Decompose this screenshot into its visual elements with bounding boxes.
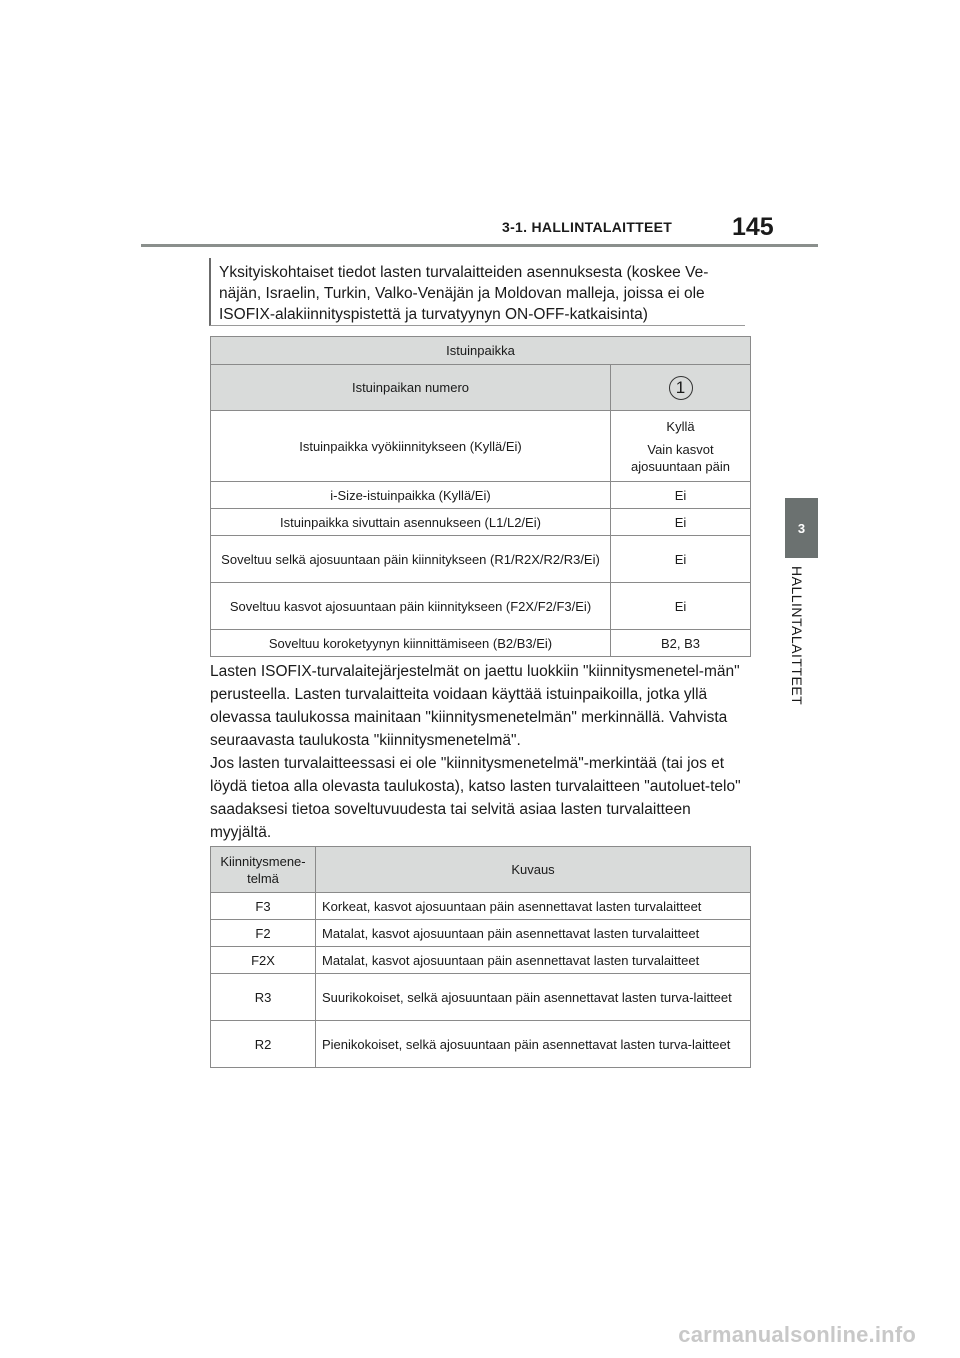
seat-table-title: Istuinpaikka — [211, 337, 751, 365]
row-label: i-Size-istuinpaikka (Kyllä/Ei) — [211, 482, 611, 509]
table-row — [211, 509, 751, 536]
chapter-tab: 3 — [785, 498, 818, 558]
watermark: carmanualsonline.info — [678, 1322, 916, 1347]
row-value: Ei — [611, 482, 751, 509]
method-cell: F3 — [211, 893, 316, 920]
description-cell: Matalat, kasvot ajosuuntaan päin asennettavat lasten turvalaitteet — [316, 947, 751, 974]
table-row — [211, 536, 751, 583]
body-paragraph: Jos lasten turvalaitteessasi ei ole "kiinnitysmenetelmä"-merkintää (tai jos et löydä tietoa alla olevasta taulukosta), katso lasten turvalaitteen "autoluet-telo" saadaksesi tietoa soveltuvuudesta tai selvitä asiaa lasten turvalaitteen myyjältä. — [210, 755, 741, 841]
chapter-label: HALLINTALAITTEET — [789, 566, 805, 706]
header-divider — [141, 244, 818, 247]
description-cell: Pienikokoiset, selkä ajosuuntaan päin asennettavat lasten turva-laitteet — [316, 1021, 751, 1068]
description-cell: Matalat, kasvot ajosuuntaan päin asennettavat lasten turvalaitteet — [316, 920, 751, 947]
seat-table — [210, 336, 751, 657]
seat-table-title-row — [211, 337, 751, 365]
row-value: Ei — [611, 536, 751, 583]
table-row — [211, 947, 751, 974]
row-value-note: Vain kasvot ajosuuntaan päin — [630, 441, 731, 474]
row-label: Istuinpaikka sivuttain asennukseen (L1/L2/Ei) — [211, 509, 611, 536]
description-cell: Suurikokoiset, selkä ajosuuntaan päin asennettavat lasten turva-laitteet — [316, 974, 751, 1021]
method-cell: R2 — [211, 1021, 316, 1068]
intro-note: Yksityiskohtaiset tiedot lasten turvalaitteiden asennuksesta (koskee Ve-näjän, Israelin, Turkin, Valko-Venäjän ja Moldovan malleja, joissa ei ole ISOFIX-alakiinnityspistettä ja turvatyynyn ON-OFF-katkaisinta) — [209, 258, 745, 326]
row-label: Istuinpaikka vyökiinnitykseen (Kyllä/Ei) — [211, 411, 611, 482]
row-value: Ei — [611, 509, 751, 536]
page-number: 145 — [732, 213, 774, 241]
seat-number-label: Istuinpaikan numero — [211, 365, 611, 411]
method-table-header — [211, 847, 751, 893]
seat-number-badge: 1 — [669, 376, 693, 400]
table-row — [211, 1021, 751, 1068]
row-value: Kyllä — [666, 418, 695, 434]
table-row — [211, 583, 751, 630]
description-cell: Korkeat, kasvot ajosuuntaan päin asennettavat lasten turvalaitteet — [316, 893, 751, 920]
table-row — [211, 920, 751, 947]
method-cell: F2 — [211, 920, 316, 947]
row-label: Soveltuu koroketyynyn kiinnittämiseen (B2/B3/Ei) — [211, 630, 611, 657]
method-cell: R3 — [211, 974, 316, 1021]
body-paragraph: Lasten ISOFIX-turvalaitejärjestelmät on jaettu luokkiin "kiinnitysmenetel-män" perusteella. Lasten turvalaitteita voidaan käyttää istuinpaikoilla, jotka yllä olevassa taulukossa mainitaan "kiinnitysmenetelmän" merkinnällä. Vahvista seuraavasta taulukosta "kiinnitysmenetelmä". — [210, 663, 740, 749]
method-table — [210, 846, 751, 1068]
row-value-cell — [611, 411, 751, 482]
seat-number-cell — [611, 365, 751, 411]
method-cell: F2X — [211, 947, 316, 974]
table-row — [211, 482, 751, 509]
section-heading: 3-1. HALLINTALAITTEET — [502, 219, 673, 235]
row-value: B2, B3 — [611, 630, 751, 657]
table-row — [211, 411, 751, 482]
row-value: Ei — [611, 583, 751, 630]
table-row — [211, 893, 751, 920]
table-row — [211, 974, 751, 1021]
row-label: Soveltuu selkä ajosuuntaan päin kiinnitykseen (R1/R2X/R2/R3/Ei) — [211, 536, 611, 583]
column-header-method: Kiinnitysmene-telmä — [211, 847, 316, 893]
body-text — [210, 660, 750, 844]
column-header-description: Kuvaus — [316, 847, 751, 893]
table-row — [211, 630, 751, 657]
row-label: Soveltuu kasvot ajosuuntaan päin kiinnitykseen (F2X/F2/F3/Ei) — [211, 583, 611, 630]
seat-number-row — [211, 365, 751, 411]
